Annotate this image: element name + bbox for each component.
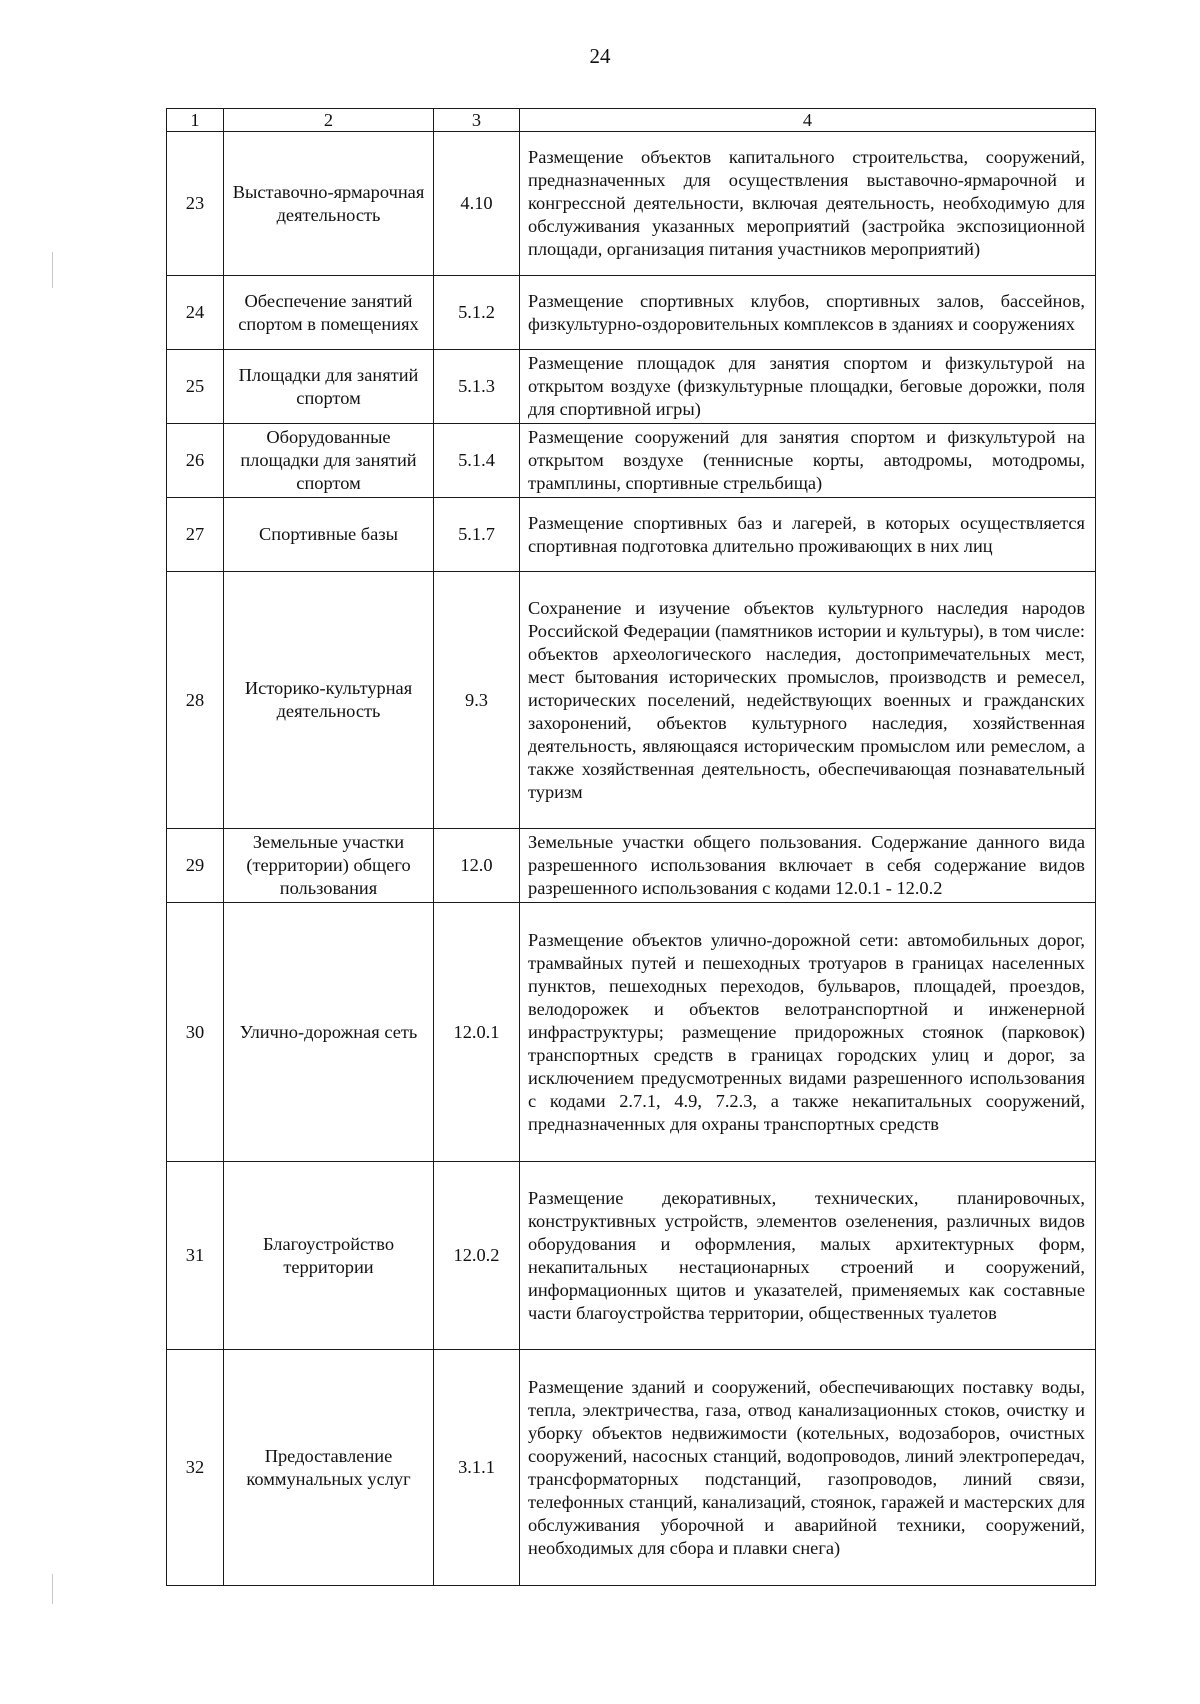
use-type-name: Благоустройство территории (224, 1162, 434, 1350)
header-col-1: 1 (167, 109, 224, 132)
use-type-description: Размещение зданий и сооружений, обеспечивающих поставку воды, тепла, электричества, газа, отвод канализационных стоков, очистку и уборку объектов недвижимости (котельных, водозаборов, очистных сооружений, насосных станций, водопроводов, линий электропередач, трансформаторных подстанций, газопроводов, линий связи, телефонных станций, канализаций, стоянок, гаражей и мастерских для обслуживания уборочной и аварийной техники, сооружений, необходимых для сбора и плавки снега) (520, 1350, 1096, 1586)
row-number: 24 (167, 276, 224, 350)
use-type-code: 12.0.2 (434, 1162, 520, 1350)
use-type-description: Размещение объектов улично-дорожной сети: автомобильных дорог, трамвайных путей и пешеходных тротуаров в границах населенных пунктов, пешеходных переходов, бульваров, площадей, проездов, велодорожек и объектов велотранспортной и инженерной инфраструктуры; размещение придорожных стоянок (парковок) транспортных средств в границах городских улиц и дорог, за исключением предусмотренных видами разрешенного использования с кодами 2.7.1, 4.9, 7.2.3, а также некапитальных сооружений, предназначенных для охраны транспортных средств (520, 903, 1096, 1162)
header-row (167, 109, 1096, 132)
table-body (167, 132, 1096, 1586)
use-type-name: Обеспечение занятий спортом в помещениях (224, 276, 434, 350)
row-number: 32 (167, 1350, 224, 1586)
use-type-description: Размещение площадок для занятия спортом и физкультурой на открытом воздухе (физкультурные площадки, беговые дорожки, поля для спортивной игры) (520, 350, 1096, 424)
table-header (167, 109, 1096, 132)
use-type-code: 5.1.7 (434, 498, 520, 572)
use-type-code: 5.1.2 (434, 276, 520, 350)
use-type-name: Спортивные базы (224, 498, 434, 572)
scan-artifact-line (52, 1574, 53, 1604)
table-row (167, 276, 1096, 350)
row-number: 31 (167, 1162, 224, 1350)
row-number: 27 (167, 498, 224, 572)
use-type-code: 5.1.3 (434, 350, 520, 424)
row-number: 25 (167, 350, 224, 424)
use-type-name: Предоставление коммунальных услуг (224, 1350, 434, 1586)
table-row (167, 350, 1096, 424)
use-type-name: Выставочно-ярмарочная деятельность (224, 132, 434, 276)
row-number: 29 (167, 829, 224, 903)
row-number: 23 (167, 132, 224, 276)
header-col-2: 2 (224, 109, 434, 132)
use-type-description: Размещение декоративных, технических, планировочных, конструктивных устройств, элементов озеленения, различных видов оборудования и оформления, малых архитектурных форм, некапитальных нестационарных строений и сооружений, информационных щитов и указателей, применяемых как составные части благоустройства территории, общественных туалетов (520, 1162, 1096, 1350)
use-type-code: 4.10 (434, 132, 520, 276)
page-number: 24 (589, 44, 611, 68)
use-type-description: Земельные участки общего пользования. Содержание данного вида разрешенного использования включает в себя содержание видов разрешенного использования с кодами 12.0.1 - 12.0.2 (520, 829, 1096, 903)
use-type-description: Размещение спортивных баз и лагерей, в которых осуществляется спортивная подготовка длительно проживающих в них лиц (520, 498, 1096, 572)
use-type-code: 5.1.4 (434, 424, 520, 498)
row-number: 30 (167, 903, 224, 1162)
use-type-name: Земельные участки (территории) общего пользования (224, 829, 434, 903)
table-row (167, 572, 1096, 829)
use-type-code: 12.0 (434, 829, 520, 903)
table-row (167, 1350, 1096, 1586)
use-type-code: 9.3 (434, 572, 520, 829)
use-type-name: Площадки для занятий спортом (224, 350, 434, 424)
row-number: 26 (167, 424, 224, 498)
use-type-name: Оборудованные площадки для занятий спортом (224, 424, 434, 498)
land-use-table (166, 108, 1096, 1586)
header-col-4: 4 (520, 109, 1096, 132)
table-row (167, 498, 1096, 572)
use-type-description: Размещение спортивных клубов, спортивных залов, бассейнов, физкультурно-оздоровительных комплексов в зданиях и сооружениях (520, 276, 1096, 350)
use-type-code: 12.0.1 (434, 903, 520, 1162)
use-type-description: Сохранение и изучение объектов культурного наследия народов Российской Федерации (памятников истории и культуры), в том числе: объектов археологического наследия, достопримечательных мест, мест бытования исторических промыслов, производств и ремесел, исторических поселений, недействующих военных и гражданских захоронений, объектов культурного наследия, хозяйственная деятельность, являющаяся историческим промыслом или ремеслом, а также хозяйственная деятельность, обеспечивающая познавательный туризм (520, 572, 1096, 829)
use-type-code: 3.1.1 (434, 1350, 520, 1586)
use-type-name: Улично-дорожная сеть (224, 903, 434, 1162)
scan-artifact-line (52, 252, 53, 288)
header-col-3: 3 (434, 109, 520, 132)
use-type-name: Историко-культурная деятельность (224, 572, 434, 829)
table-row (167, 1162, 1096, 1350)
table-row (167, 424, 1096, 498)
table-row (167, 903, 1096, 1162)
table-row (167, 132, 1096, 276)
row-number: 28 (167, 572, 224, 829)
table-row (167, 829, 1096, 903)
use-type-description: Размещение объектов капитального строительства, сооружений, предназначенных для осуществления выставочно-ярмарочной и конгрессной деятельности, включая деятельность, необходимую для обслуживания указанных мероприятий (застройка экспозиционной площади, организация питания участников мероприятий) (520, 132, 1096, 276)
use-type-description: Размещение сооружений для занятия спортом и физкультурой на открытом воздухе (теннисные корты, автодромы, мотодромы, трамплины, спортивные стрельбища) (520, 424, 1096, 498)
